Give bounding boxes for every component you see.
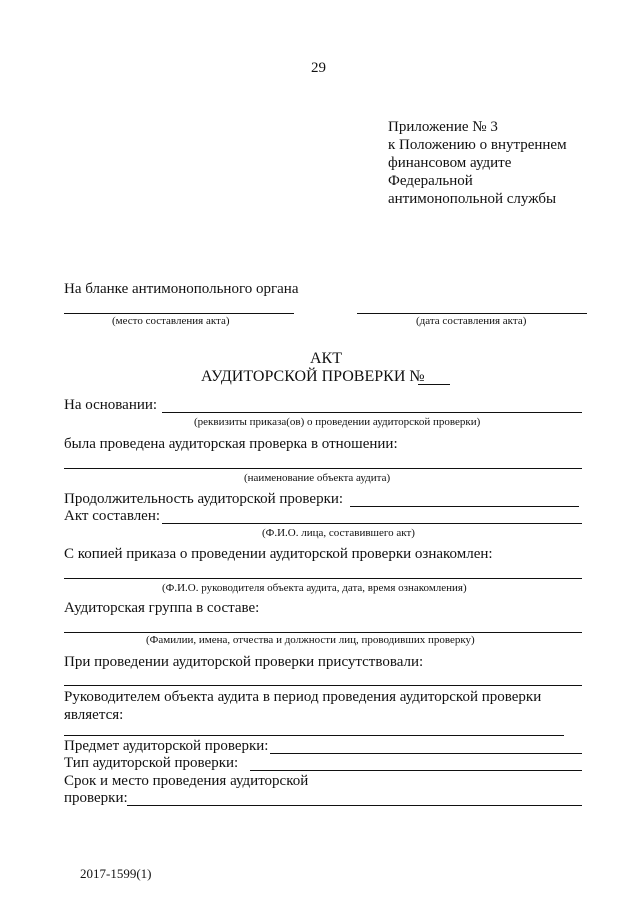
compiled-label: Акт составлен: <box>64 508 161 524</box>
basis-label: На основании: <box>64 397 158 413</box>
date-line <box>357 313 587 314</box>
duration-line <box>350 506 579 507</box>
compiled-line <box>162 523 582 524</box>
letterhead-note: На бланке антимонопольного органа <box>64 281 299 297</box>
present-line <box>64 685 582 686</box>
present-label: При проведении аудиторской проверки присутствовали: <box>64 654 424 670</box>
acquainted-label: С копией приказа о проведении аудиторской проверки ознакомлен: <box>64 546 493 562</box>
term-label-line1: Срок и место проведения аудиторской <box>64 773 309 789</box>
head-label-line1: Руководителем объекта аудита в период проведения аудиторской проверки <box>64 689 542 705</box>
appendix-line: Федеральной <box>388 173 473 189</box>
act-number-line <box>418 384 450 385</box>
basis-caption: (реквизиты приказа(ов) о проведении аудиторской проверки) <box>194 416 481 428</box>
term-line <box>127 805 582 806</box>
place-caption: (место составления акта) <box>112 315 230 327</box>
compiled-caption: (Ф.И.О. лица, составившего акт) <box>262 527 415 539</box>
appendix-line: к Положению о внутреннем <box>388 137 567 153</box>
group-label: Аудиторская группа в составе: <box>64 600 260 616</box>
duration-label: Продолжительность аудиторской проверки: <box>64 491 344 507</box>
subject-line <box>270 753 582 754</box>
subject-label: Предмет аудиторской проверки: <box>64 738 269 754</box>
page-number: 29 <box>311 60 326 76</box>
group-caption: (Фамилии, имена, отчества и должности лиц, проводивших проверку) <box>146 634 475 646</box>
basis-line <box>162 412 582 413</box>
appendix-line: Приложение № 3 <box>388 119 498 135</box>
head-line <box>64 735 564 736</box>
date-caption: (дата составления акта) <box>416 315 527 327</box>
head-label-line2: является: <box>64 707 124 723</box>
object-caption: (наименование объекта аудита) <box>244 472 391 484</box>
appendix-line: финансовом аудите <box>388 155 512 171</box>
object-line <box>64 468 582 469</box>
place-line <box>64 313 294 314</box>
footer-code: 2017-1599(1) <box>80 866 152 881</box>
group-line <box>64 632 582 633</box>
act-title: АКТ <box>310 350 342 367</box>
term-label-line2: проверки: <box>64 790 128 806</box>
conducted-label: была проведена аудиторская проверка в отношении: <box>64 436 398 452</box>
appendix-block <box>388 118 567 208</box>
act-subtitle: АУДИТОРСКОЙ ПРОВЕРКИ № <box>201 368 425 385</box>
acquainted-line <box>64 578 582 579</box>
acquainted-caption: (Ф.И.О. руководителя объекта аудита, дата, время ознакомления) <box>162 582 467 594</box>
type-label: Тип аудиторской проверки: <box>64 755 239 771</box>
appendix-line: антимонопольной службы <box>388 191 557 207</box>
type-line <box>250 770 582 771</box>
